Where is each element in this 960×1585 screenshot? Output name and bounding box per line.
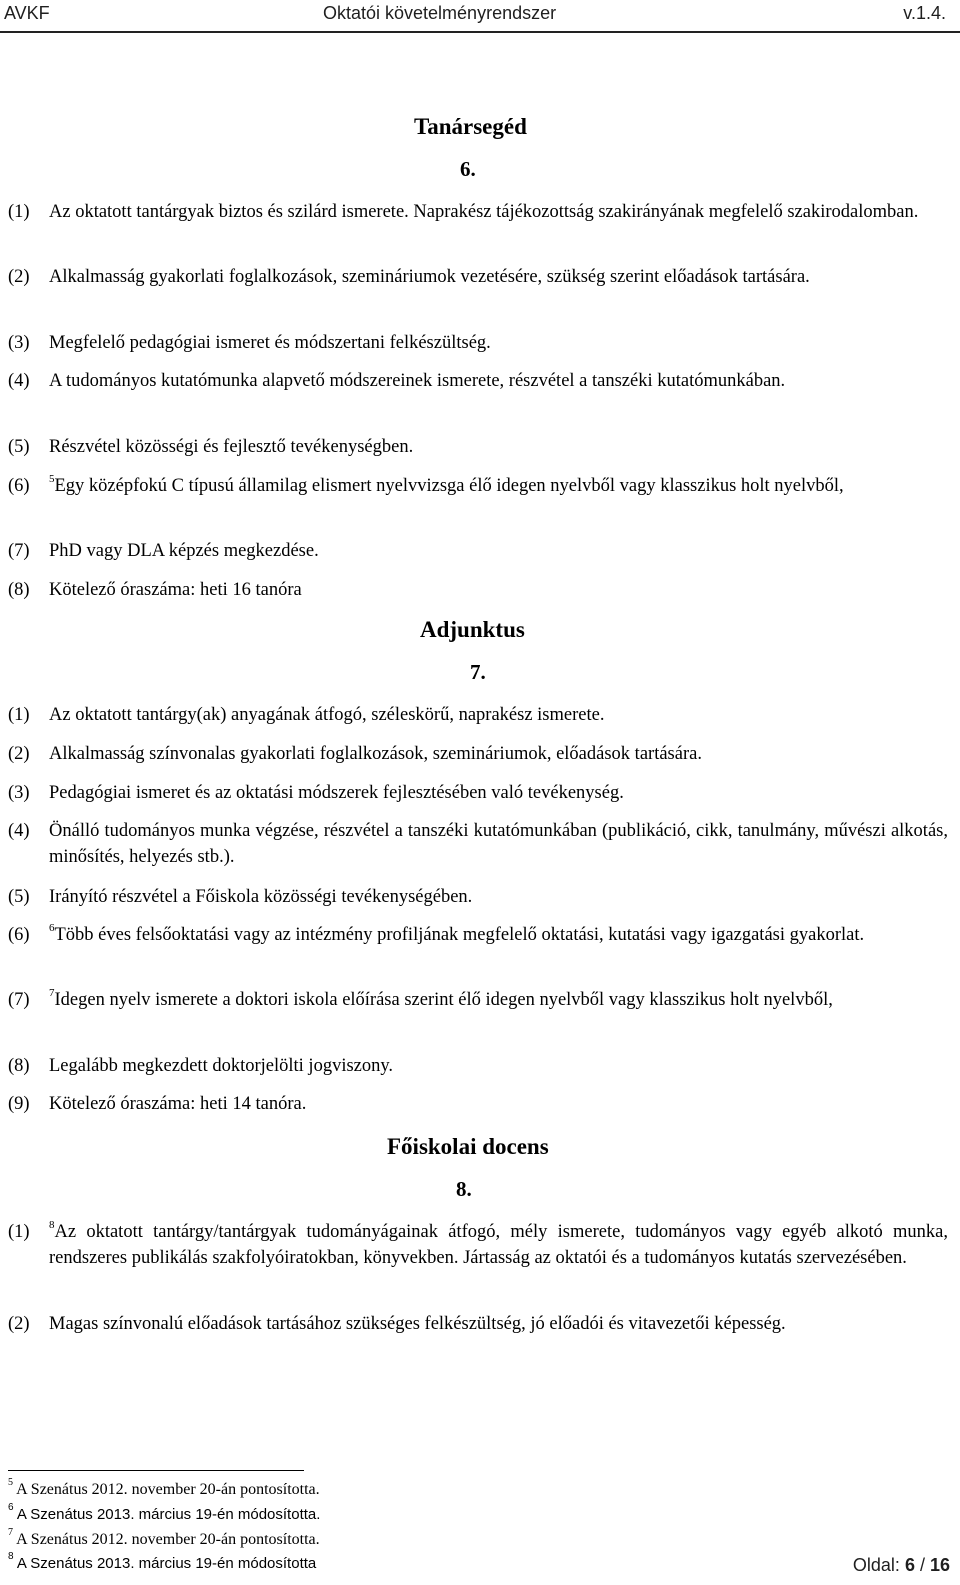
item-number: (2) [8, 1314, 30, 1334]
item-text: Kötelező óraszáma: heti 14 tanóra. [49, 1094, 307, 1114]
item-text: Kötelező óraszáma: heti 16 tanóra [49, 580, 302, 600]
header-left: AVKF [4, 3, 50, 23]
item-text: Alkalmasság színvonalas gyakorlati foglalkozások, szemináriumok, előadások tartására. [49, 744, 702, 764]
item-number: (6) [8, 476, 30, 496]
header-center: Oktatói követelményrendszer [323, 3, 557, 23]
list-item [8, 922, 948, 948]
footnote-ref[interactable]: 8 [49, 1218, 55, 1231]
list-item [8, 199, 948, 225]
list-item [8, 818, 948, 870]
list-item [8, 368, 948, 394]
item-text: Alkalmasság gyakorlati foglalkozások, szemináriumok vezetésére, szükség szerint előadások tartására. [49, 267, 810, 287]
item-text: PhD vagy DLA képzés megkezdése. [49, 541, 319, 561]
list-item [8, 1311, 948, 1337]
item-text: $^6$Több éves felsőoktatási vagy az intézmény profiljának megfelelő oktatási, kutatási vagy igazgatási gyakorlat. [49, 921, 865, 945]
list-item [8, 330, 948, 356]
header-version: v.1.4. [903, 3, 946, 23]
item-number: (4) [8, 371, 30, 391]
item-number: (4) [8, 821, 30, 841]
list-item [8, 884, 948, 910]
list-item [8, 538, 948, 564]
item-number: (3) [8, 783, 30, 803]
item-number: (8) [8, 1056, 30, 1076]
list-item [8, 702, 948, 728]
section-number: 6. [460, 157, 476, 181]
footnote-ref[interactable]: 5 [49, 472, 55, 485]
item-number: (8) [8, 580, 30, 600]
item-number: (3) [8, 333, 30, 353]
list-item [8, 780, 948, 806]
item-number: (5) [8, 437, 30, 457]
section-number: 7. [470, 660, 486, 684]
item-number: (9) [8, 1094, 30, 1114]
list-item [8, 1091, 948, 1117]
page-total: 16 [929, 1555, 950, 1575]
list-item [8, 987, 948, 1013]
item-text: Részvétel közösségi és fejlesztő tevékenységben. [49, 437, 414, 457]
list-item [8, 434, 948, 460]
list-item [8, 577, 948, 603]
section-title: Főiskolai docens [387, 1134, 549, 1159]
footnote-ref[interactable]: 6 [49, 921, 55, 934]
page-separator: / [914, 1555, 930, 1575]
page-current: 6 [904, 1555, 915, 1575]
item-number: (1) [8, 202, 30, 222]
item-text: Az oktatott tantárgy(ak) anyagának átfogó, széleskörű, naprakész ismerete. [49, 705, 605, 725]
footnote: $^6$ A Szenátus 2013. március 19-én módosította. [8, 1502, 321, 1523]
item-text: Az oktatott tantárgyak biztos és szilárd ismerete. Naprakész tájékozottság szakirányának megfelelő szakirodalomban. [49, 202, 919, 222]
footnote: $^8$ A Szenátus 2013. március 19-én módosította [8, 1551, 317, 1572]
section-title: Tanársegéd [414, 114, 527, 139]
item-number: (2) [8, 744, 30, 764]
footnote: $^7$ A Szenátus 2012. november 20-án pontosította. [8, 1526, 320, 1548]
list-item [8, 1219, 948, 1271]
list-item [8, 741, 948, 767]
page-header [0, 0, 960, 33]
list-item [8, 473, 948, 499]
list-item [8, 264, 948, 290]
item-text: Legalább megkezdett doktorjelölti jogviszony. [49, 1056, 394, 1076]
section-number: 8. [456, 1177, 472, 1201]
item-text: $^7$Idegen nyelv ismerete a doktori iskola előírása szerint élő idegen nyelvből vagy klasszikus holt nyelvből, [49, 986, 833, 1010]
item-number: (1) [8, 705, 30, 725]
item-text: $^8$Az oktatott tantárgy/tantárgyak tudományágainak átfogó, mély ismerete, tudományos vagy egyéb alkotó munka, rendszeres publikálás szakfolyóiratokban, könyvekben. Jártasság az oktatói és a tudományos kutatás szervezésében. [49, 1218, 948, 1268]
item-text: Önálló tudományos munka végzése, részvétel a tanszéki kutatómunkában (publikáció, cikk, tanulmány, művészi alkotás, minősítés, helyezés stb.). [49, 821, 948, 867]
item-text: A tudományos kutatómunka alapvető módszereinek ismerete, részvétel a tanszéki kutatómunkában. [49, 371, 786, 391]
item-text: Magas színvonalú előadások tartásához szükséges felkészültség, jó előadói és vitavezetői képesség. [49, 1314, 786, 1334]
list-item [8, 1053, 948, 1079]
footnote: $^5$ A Szenátus 2012. november 20-án pontosította. [8, 1476, 320, 1498]
item-number: (1) [8, 1222, 30, 1242]
item-text: Irányító részvétel a Főiskola közösségi tevékenységében. [49, 887, 473, 907]
item-number: (5) [8, 887, 30, 907]
footnote-ref[interactable]: 7 [49, 986, 55, 999]
item-number: (2) [8, 267, 30, 287]
item-number: (6) [8, 925, 30, 945]
item-text: Megfelelő pedagógiai ismeret és módszertani felkészültség. [49, 333, 491, 353]
item-text: $^5$Egy középfokú C típusú államilag elismert nyelvvizsga élő idegen nyelvből vagy klasszikus holt nyelvből, [49, 472, 844, 496]
footnote-divider [8, 1470, 304, 1471]
page-footer [853, 1555, 950, 1576]
item-number: (7) [8, 541, 30, 561]
page-label: Oldal: [852, 1555, 905, 1575]
section-title: Adjunktus [420, 617, 525, 642]
item-number: (7) [8, 990, 30, 1010]
item-text: Pedagógiai ismeret és az oktatási módszerek fejlesztésében való tevékenység. [49, 783, 624, 803]
